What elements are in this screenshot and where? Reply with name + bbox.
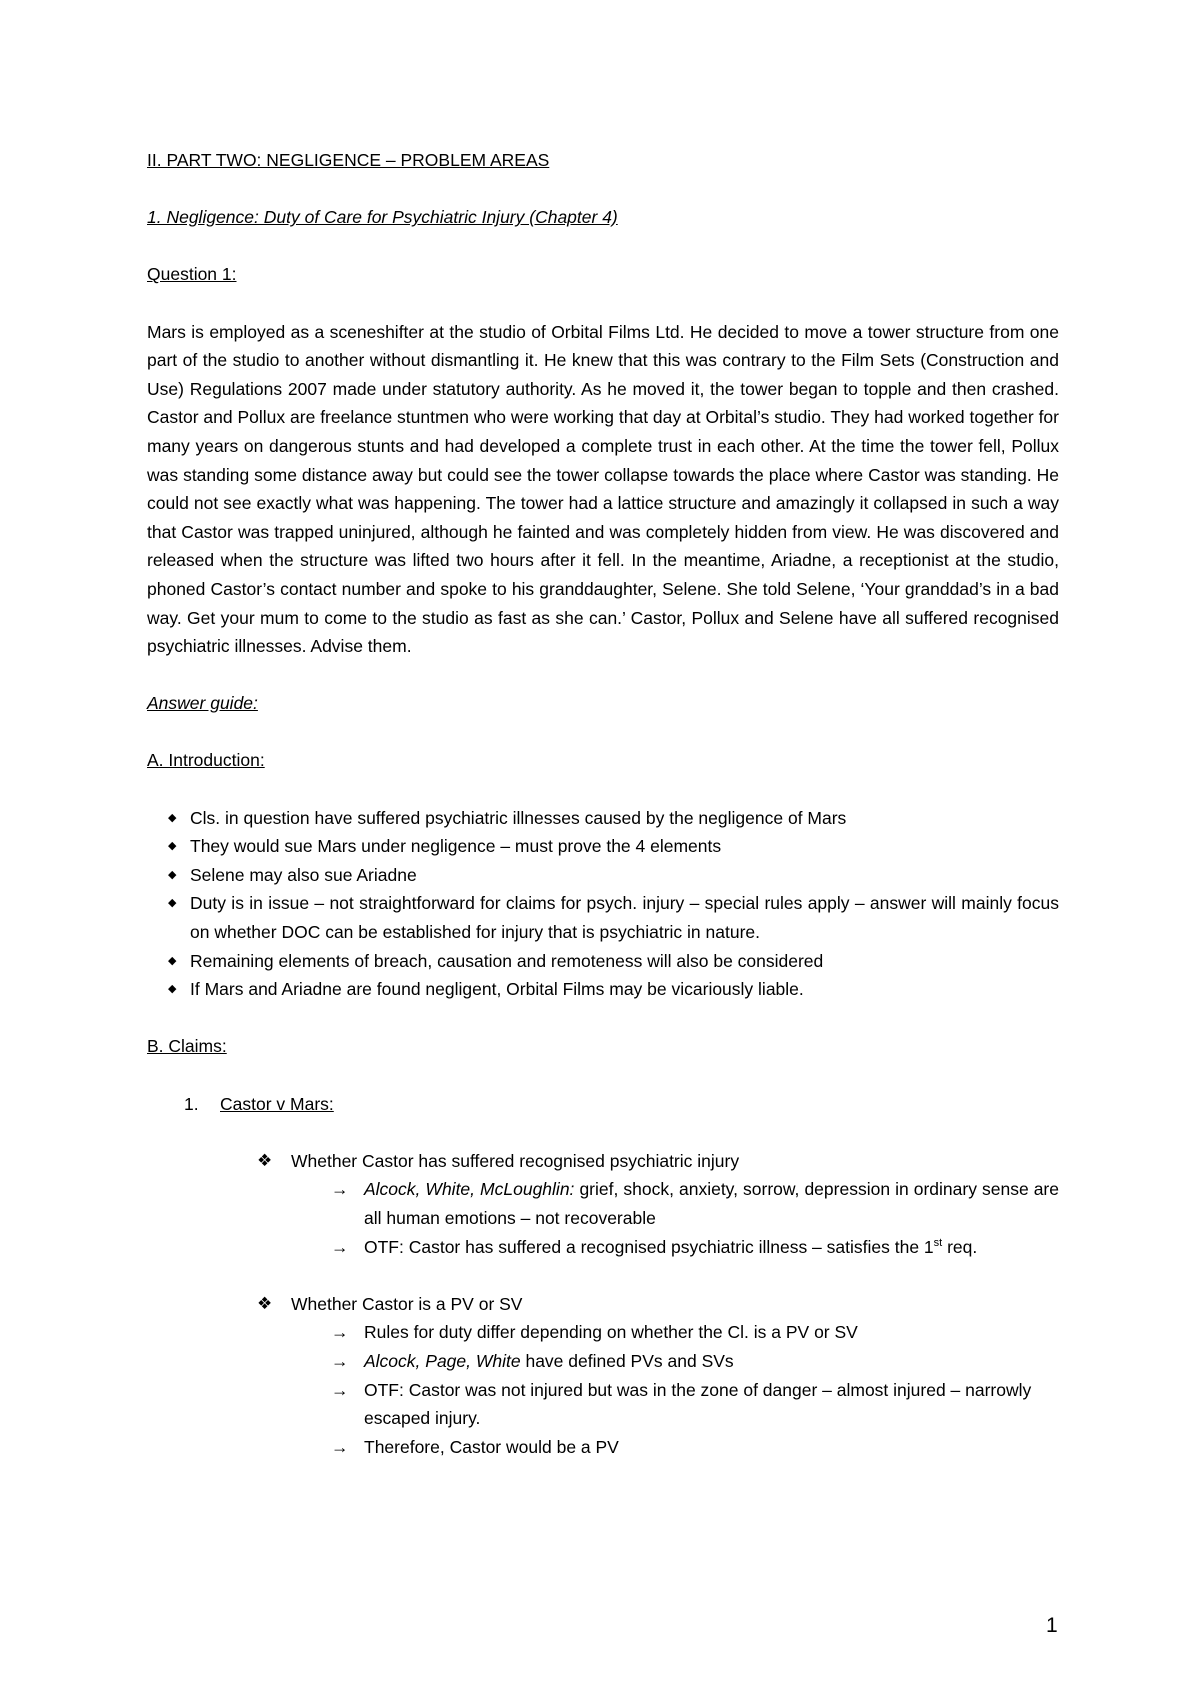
arrow-right-icon: → [331, 1379, 349, 1400]
arrow-right-icon: → [331, 1350, 349, 1371]
diamond-bullet-icon: ◆ [168, 868, 177, 881]
diamond-bullet-icon: ◆ [168, 811, 177, 824]
list-item: ◆ If Mars and Ariadne are found negligent, Orbital Films may be vicariously liable. [168, 975, 1059, 1004]
section-title: 1. Negligence: Duty of Care for Psychiatric Injury (Chapter 4) [147, 207, 618, 228]
four-diamond-bullet-icon: ❖ [257, 1150, 273, 1170]
diamond-bullet-icon: ◆ [168, 983, 177, 996]
arrow-right-icon: → [331, 1236, 349, 1257]
question-text: Mars is employed as a sceneshifter at the studio of Orbital Films Ltd. He decided to move a tower structure from one part of the studio to another without dismantling it. He knew that this was contrary to the Film Sets (Construction and Use) Regulations 2007 made under statutory authority. As he moved it, the tower began to topple and then crashed. Castor and Pollux are freelance stuntmen who were working that day at Orbital’s studio. They had worked together for many years on dangerous stunts and had developed a complete trust in each other. At the time the tower fell, Pollux was standing some distance away but could see the tower collapse towards the place where Castor was standing. He could not see exactly what was happening. The tower had a lattice structure and amazingly it collapsed in such a way that Castor was trapped uninjured, although he fainted and was completely hidden from view. He was discovered and released when the structure was lifted two hours after it fell. In the meantime, Ariadne, a receptionist at the studio, phoned Castor’s contact number and spoke to his granddaughter, Selene. She told Selene, ‘Your granddad’s in a bad way. Get your mum to come to the studio as fast as she can.’ Castor, Pollux and Selene have all suffered recognised psychiatric illnesses. Advise them. [147, 321, 1059, 657]
intro-title: A. Introduction: [147, 750, 265, 771]
diamond-bullet-icon: ◆ [168, 954, 177, 967]
diamond-bullet-icon: ◆ [168, 840, 177, 853]
arrow-right-icon: → [331, 1179, 349, 1200]
arrow-point: → OTF: Castor has suffered a recognised psychiatric illness – satisfies the 1st req. [147, 1233, 1059, 1262]
answer-guide-label: Answer guide: [147, 693, 258, 714]
document-page [147, 146, 1059, 1461]
claim-number: 1. [184, 1093, 199, 1114]
arrow-right-icon: → [331, 1322, 349, 1343]
claim-heading [147, 1090, 1059, 1119]
list-item: ◆ Remaining elements of breach, causation and remoteness will also be considered [168, 947, 1059, 976]
arrow-point: → Alcock, White, McLoughlin: grief, shock, anxiety, sorrow, depression in ordinary sense are all human emotions – not recoverable [147, 1175, 1059, 1232]
list-item: ◆ Selene may also sue Ariadne [168, 861, 1059, 890]
intro-bullet-list [147, 804, 1059, 1004]
claim-title: Castor v Mars: [220, 1093, 334, 1114]
diamond-bullet-icon: ◆ [168, 897, 177, 910]
list-item: ◆ They would sue Mars under negligence – must prove the 4 elements [168, 832, 1059, 861]
issue-heading: ❖ Whether Castor has suffered recognised psychiatric injury [147, 1147, 1059, 1176]
four-diamond-bullet-icon: ❖ [257, 1293, 273, 1313]
arrow-point: → OTF: Castor was not injured but was in the zone of danger – almost injured – narrowly escaped injury. [147, 1376, 1059, 1433]
arrow-point: → Rules for duty differ depending on whether the Cl. is a PV or SV [147, 1318, 1059, 1347]
part-heading: II. PART TWO: NEGLIGENCE – PROBLEM AREAS [147, 150, 550, 170]
page-number: 1 [1046, 1614, 1058, 1637]
arrow-right-icon: → [331, 1436, 349, 1457]
claims-title: B. Claims: [147, 1036, 227, 1057]
arrow-point: → Alcock, Page, White have defined PVs and SVs [147, 1347, 1059, 1376]
list-item: ◆ Duty is in issue – not straightforward for claims for psych. injury – special rules apply – answer will mainly focus on whether DOC can be established for injury that is psychiatric in nature. [168, 889, 1059, 946]
list-item: ◆ Cls. in question have suffered psychiatric illnesses caused by the negligence of Mars [168, 804, 1059, 833]
question-label: Question 1: [147, 264, 237, 285]
issue-heading: ❖ Whether Castor is a PV or SV [147, 1290, 1059, 1319]
arrow-point: → Therefore, Castor would be a PV [147, 1433, 1059, 1462]
